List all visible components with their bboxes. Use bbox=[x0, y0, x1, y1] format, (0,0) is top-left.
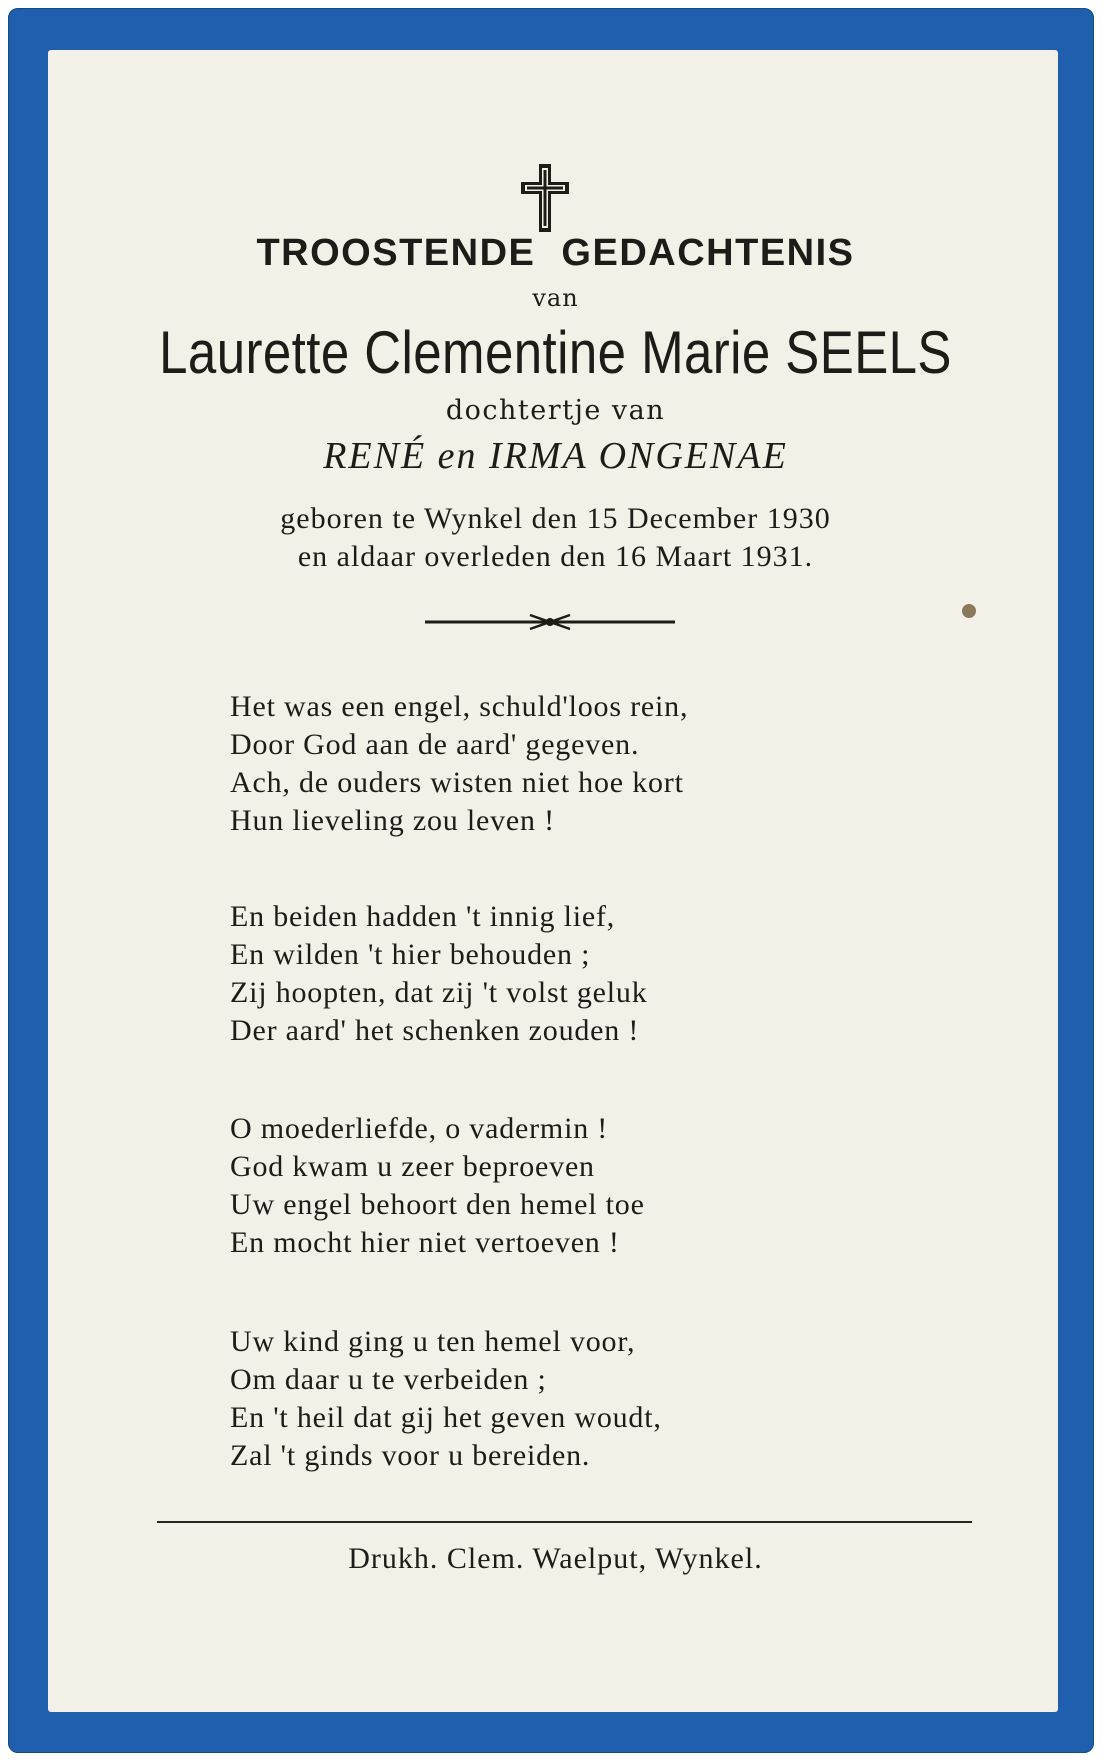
poem-line: En beiden hadden 't innig lief, bbox=[230, 900, 616, 933]
bottom-rule bbox=[157, 1521, 972, 1523]
cross-icon bbox=[515, 162, 575, 234]
poem-line: God kwam u zeer beproeven bbox=[230, 1150, 595, 1183]
poem-line: Uw kind ging u ten hemel voor, bbox=[230, 1325, 636, 1358]
poem-stanza-4 bbox=[230, 1323, 662, 1475]
poem-line: En wilden 't hier behouden ; bbox=[230, 938, 591, 971]
poem-stanza-3 bbox=[230, 1110, 645, 1262]
deceased-name: Laurette Clementine Marie SEELS bbox=[159, 319, 952, 386]
poem-line: En mocht hier niet vertoeven ! bbox=[230, 1226, 620, 1259]
card-title: TROOSTENDE GEDACHTENIS bbox=[256, 232, 855, 274]
poem-line: Het was een engel, schuld'loos rein, bbox=[230, 690, 689, 723]
paper-stain bbox=[962, 604, 976, 618]
poem-line: Zij hoopten, dat zij 't volst geluk bbox=[230, 976, 648, 1009]
van-text: van bbox=[532, 284, 579, 312]
poem-line: O moederliefde, o vadermin ! bbox=[230, 1112, 609, 1145]
poem-line: Ach, de ouders wisten niet hoe kort bbox=[230, 766, 684, 799]
poem-line: En 't heil dat gij het geven woudt, bbox=[230, 1401, 662, 1434]
died-line: en aldaar overleden den 16 Maart 1931. bbox=[297, 540, 814, 573]
poem-line: Hun lieveling zou leven ! bbox=[230, 804, 555, 837]
poem-line: Uw engel behoort den hemel toe bbox=[230, 1188, 645, 1221]
parents-names: RENÉ en IRMA ONGENAE bbox=[323, 435, 788, 477]
poem-line: Zal 't ginds voor u bereiden. bbox=[230, 1439, 591, 1472]
divider-ornament bbox=[425, 612, 675, 632]
poem-line: Om daar u te verbeiden ; bbox=[230, 1363, 547, 1396]
life-dates bbox=[0, 500, 1111, 576]
printer-credit: Drukh. Clem. Waelput, Wynkel. bbox=[348, 1542, 763, 1575]
daughter-of-text: dochtertje van bbox=[445, 395, 666, 426]
poem-stanza-1 bbox=[230, 688, 688, 840]
poem-line: Door God aan de aard' gegeven. bbox=[230, 728, 640, 761]
poem-stanza-2 bbox=[230, 898, 648, 1050]
poem-line: Der aard' het schenken zouden ! bbox=[230, 1014, 640, 1047]
born-line: geboren te Wynkel den 15 December 1930 bbox=[280, 502, 831, 535]
